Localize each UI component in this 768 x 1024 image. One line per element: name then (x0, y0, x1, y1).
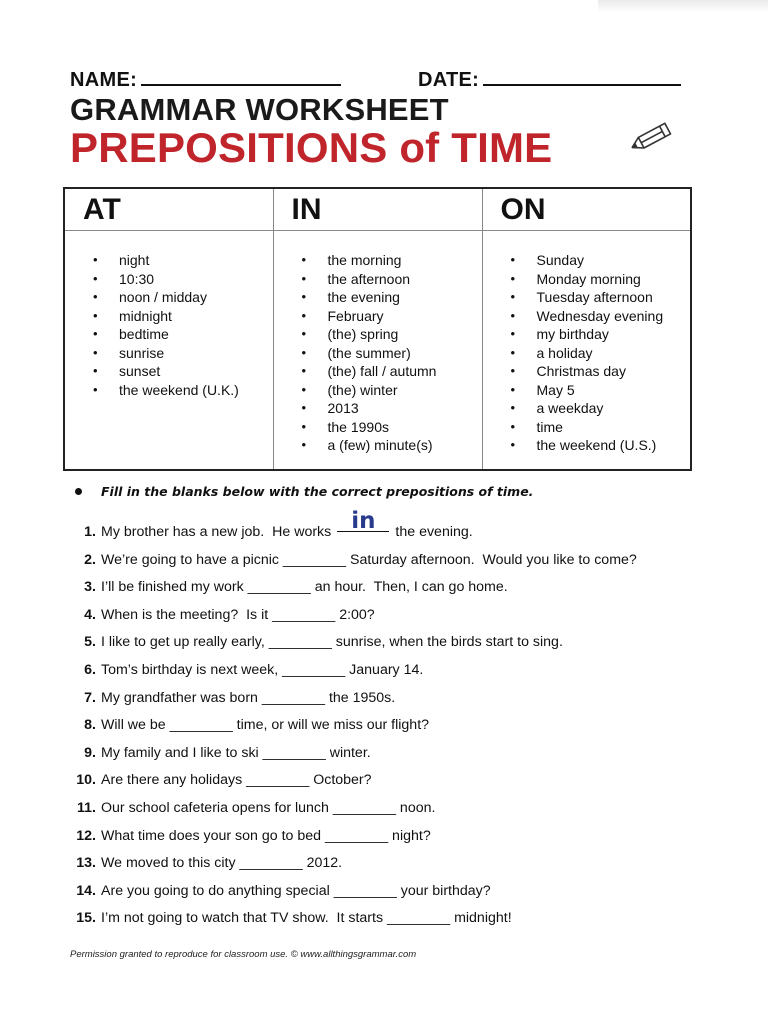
question-text-after: the evening. (391, 524, 473, 540)
list-item: • my birthday (511, 325, 691, 344)
answer-blank[interactable]: ________ (282, 551, 347, 568)
list-item: • Sunday (511, 251, 691, 270)
list-item: • the morning (302, 251, 482, 270)
answer-blank[interactable]: ________ (247, 579, 311, 596)
question-text-before: Our school cafeteria opens for lunch (101, 799, 333, 816)
question-text-after: night? (388, 827, 431, 844)
question-number: 9. (84, 744, 96, 761)
column-at (64, 231, 273, 471)
list-item: • 10:30 (93, 270, 273, 289)
pencil-icon (624, 118, 676, 158)
page-corner-shadow (598, 0, 768, 12)
question-number: 11. (77, 799, 96, 816)
question-text-after: January 14. (345, 661, 424, 678)
list-item: • Wednesday evening (511, 307, 691, 326)
answer-blank[interactable]: ________ (246, 772, 310, 789)
questions-list (62, 508, 752, 932)
question-text-before: My family and I like to ski (101, 744, 263, 761)
bullet-dot (75, 488, 82, 495)
question-text-after: noon. (395, 799, 436, 816)
question-text-before: Tom’s birthday is next week, (101, 661, 283, 678)
question-row (62, 849, 752, 877)
question-text-after: sunrise, when the birds start to sing. (331, 634, 563, 651)
column-on (482, 231, 691, 471)
question-number: 1. (84, 524, 96, 540)
question-number: 8. (84, 717, 96, 734)
question-text-before: We moved to this city (101, 855, 240, 872)
list-item: • sunrise (93, 344, 273, 363)
question-row (62, 739, 752, 767)
question-number: 10. (76, 772, 96, 789)
date-label: DATE: (418, 69, 480, 91)
prepositions-table (63, 187, 692, 471)
question-row (62, 601, 752, 629)
question-row (62, 684, 752, 712)
question-row (62, 877, 752, 905)
question-text-before: Are there any holidays (101, 772, 247, 789)
question-row (62, 711, 752, 739)
question-number: 4. (84, 606, 96, 623)
question-number: 12. (76, 827, 96, 844)
name-label: NAME: (70, 69, 138, 91)
question-number: 14. (76, 882, 96, 899)
question-text-after: time, or will we miss our flight? (232, 717, 430, 734)
answer-blank[interactable]: ________ (332, 799, 396, 816)
question-number: 2. (84, 551, 96, 568)
question-text-after: Saturday afternoon. Would you like to come? (346, 551, 637, 568)
question-row (62, 794, 752, 822)
list-item: • sunset (93, 362, 273, 381)
column-heading-at: AT (64, 188, 273, 231)
question-row (62, 508, 752, 546)
answer-blank[interactable]: ________ (239, 855, 303, 872)
question-text-before: My brother has a new job. He works (101, 524, 336, 540)
list-item: • (the) fall / autumn (302, 362, 482, 381)
footer-permission: Permission granted to reproduce for classroom use. © www.allthingsgrammar.com (70, 949, 417, 960)
question-text-before: Will we be (101, 717, 170, 734)
column-in (273, 231, 482, 471)
question-text-after: your birthday? (396, 882, 491, 899)
date-field[interactable] (418, 66, 681, 92)
list-item: • bedtime (93, 325, 273, 344)
question-text-after: 2012. (302, 855, 343, 872)
question-text-after: the 1950s. (325, 689, 396, 706)
list-item: • time (511, 418, 691, 437)
date-blank-line[interactable] (483, 66, 681, 86)
question-number: 6. (84, 661, 96, 678)
list-item: • the 1990s (302, 418, 482, 437)
list-item: • February (302, 307, 482, 326)
question-text-before: Are you going to do anything special (101, 882, 334, 899)
question-text-before: When is the meeting? Is it (101, 606, 273, 623)
answer-blank[interactable]: ________ (272, 606, 336, 623)
question-text-before: My grandfather was born (101, 689, 262, 706)
question-number: 15. (76, 910, 96, 927)
list-item: • the evening (302, 288, 482, 307)
list-item: • the weekend (U.S.) (511, 436, 691, 455)
answer-blank[interactable]: ________ (169, 717, 233, 734)
list-item: • the weekend (U.K.) (93, 381, 273, 400)
list-item: • (the) spring (302, 325, 482, 344)
question-text-before: What time does your son go to bed (101, 827, 325, 844)
question-text-after: October? (309, 772, 372, 789)
question-row (62, 822, 752, 850)
question-row (62, 573, 752, 601)
answer-blank[interactable]: ________ (324, 827, 389, 844)
list-item: • (the) winter (302, 381, 482, 400)
name-field[interactable] (70, 66, 341, 92)
list-item: • a holiday (511, 344, 691, 363)
question-text-after: an hour. Then, I can go home. (310, 579, 508, 596)
list-item: • night (93, 251, 273, 270)
on-list (483, 251, 691, 455)
answer-blank[interactable]: ________ (268, 634, 332, 651)
instruction-text: Fill in the blanks below with the correct prepositions of time. (101, 484, 534, 499)
question-row (62, 766, 752, 794)
answer-blank[interactable]: ________ (333, 882, 397, 899)
question-number: 5. (84, 634, 96, 651)
list-item: • 2013 (302, 399, 482, 418)
instruction (75, 484, 533, 499)
answer-blank[interactable]: ________ (387, 910, 451, 927)
list-item: • Monday morning (511, 270, 691, 289)
question-text-before: I like to get up really early, (101, 634, 269, 651)
column-heading-on: ON (482, 188, 691, 231)
handwritten-answer[interactable]: in (337, 511, 389, 532)
question-row (62, 546, 752, 574)
column-heading-in: IN (273, 188, 482, 231)
in-list (274, 251, 482, 455)
question-row (62, 656, 752, 684)
list-item: • Christmas day (511, 362, 691, 381)
question-text-after: winter. (325, 744, 371, 761)
answer-blank[interactable]: ________ (261, 689, 325, 706)
answer-blank[interactable]: ________ (282, 661, 346, 678)
question-row (62, 904, 752, 932)
list-item: • midnight (93, 307, 273, 326)
question-number: 3. (84, 579, 96, 596)
list-item: • Tuesday afternoon (511, 288, 691, 307)
answer-blank[interactable]: ________ (262, 744, 326, 761)
question-number: 13. (76, 855, 96, 872)
question-text-before: We’re going to have a picnic (101, 551, 283, 568)
worksheet-title: GRAMMAR WORKSHEET (70, 92, 449, 127)
worksheet-subtitle: PREPOSITIONS of TIME (70, 124, 553, 171)
list-item: • May 5 (511, 381, 691, 400)
list-item: • (the summer) (302, 344, 482, 363)
list-item: • noon / midday (93, 288, 273, 307)
at-list (65, 251, 273, 399)
list-item: • a weekday (511, 399, 691, 418)
question-text-after: 2:00? (335, 606, 375, 623)
question-row (62, 628, 752, 656)
question-number: 7. (84, 689, 96, 706)
question-text-before: I’m not going to watch that TV show. It starts (101, 910, 387, 927)
list-item: • the afternoon (302, 270, 482, 289)
list-item: • a (few) minute(s) (302, 436, 482, 455)
question-text-before: I’ll be finished my work (101, 579, 248, 596)
question-text-after: midnight! (450, 910, 512, 927)
name-blank-line[interactable] (141, 66, 341, 86)
